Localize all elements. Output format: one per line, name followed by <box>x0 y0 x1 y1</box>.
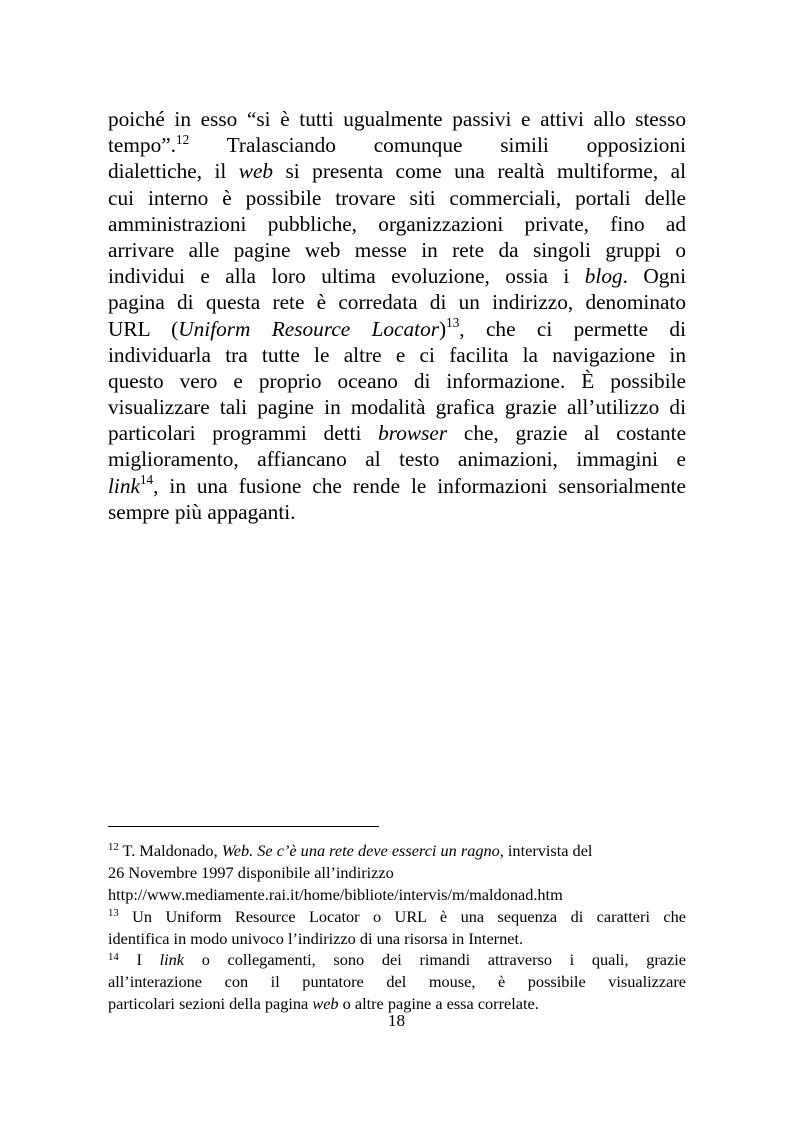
body-line: poiché in esso “si è tutti ugualmente passivi e attivi allo stesso <box>108 107 686 131</box>
footnote-13: $^{13}$ Un Uniform Resource Locator o URL è una sequenza di caratteri che <box>108 906 686 926</box>
body-line: link$^{14}$, in una fusione che rende le informazioni sensorialmente <box>108 472 686 498</box>
footnote-line: identifica in modo univoco l’indirizzo di una risorsa in Internet. <box>108 928 524 948</box>
footnote-12: $^{12}$ T. Maldonado, Web. Se c’è una rete deve esserci un ragno, intervista del <box>108 841 593 860</box>
footnote-ref-12[interactable]: 12 <box>176 132 190 147</box>
body-line: visualizzare tali pagine in modalità grafica grazie all’utilizzo di <box>108 395 686 420</box>
footnote-14: $^{14}$ I link o collegamenti, sono dei rimandi attraverso i quali, grazie <box>108 950 686 970</box>
footnotes <box>108 840 686 1015</box>
footnote-separator <box>108 826 379 827</box>
body-line: particolari programmi detti browser che, grazie al costante <box>108 421 687 446</box>
footnote-line: 26 Novembre 1997 disponibile all’indirizzo <box>108 862 394 882</box>
body-paragraph <box>108 106 686 525</box>
footnote-ref-14[interactable]: 14 <box>139 472 154 488</box>
body-line: dialettiche, il web si presenta come una realtà multiforme, al <box>108 159 686 184</box>
body-line: amministrazioni pubbliche, organizzazioni private, fino ad <box>108 211 686 236</box>
body-line: individui e alla loro ultima evoluzione, ossia i blog. Ogni <box>108 264 686 289</box>
footnote-url-link[interactable]: http://www.mediamente.rai.it/home/bibliote/intervis/m/maldonad.htm <box>108 884 563 904</box>
footnote-line: particolari sezioni della pagina web o altre pagine a essa correlate. <box>108 994 539 1014</box>
body-line: arrivare alle pagine web messe in rete da singoli gruppi o <box>108 237 686 262</box>
body-line: pagina di questa rete è corredata di un indirizzo, denominato <box>108 290 686 315</box>
footnote-line: all’interazione con il puntatore del mouse, è possibile visualizzare <box>108 972 686 992</box>
body-line: cui interno è possibile trovare siti commerciali, portali delle <box>108 185 686 210</box>
page-number: 18 <box>387 1011 406 1030</box>
body-line: URL (Uniform Resource Locator)$^{13}$, che ci permette di <box>108 315 686 341</box>
body-line: questo vero e proprio oceano di informazione. È possibile <box>108 368 686 393</box>
body-line: sempre più appaganti. <box>108 499 296 524</box>
body-line: individuarla tra tutte le altre e ci facilita la navigazione in <box>108 342 686 367</box>
body-line: miglioramento, affiancano al testo animazioni, immagini e <box>108 447 686 472</box>
body-line: tempo”.$^{12}$ Tralasciando comunque simili opposizioni <box>108 132 686 158</box>
footnote-ref-13[interactable]: 13 <box>446 315 460 331</box>
